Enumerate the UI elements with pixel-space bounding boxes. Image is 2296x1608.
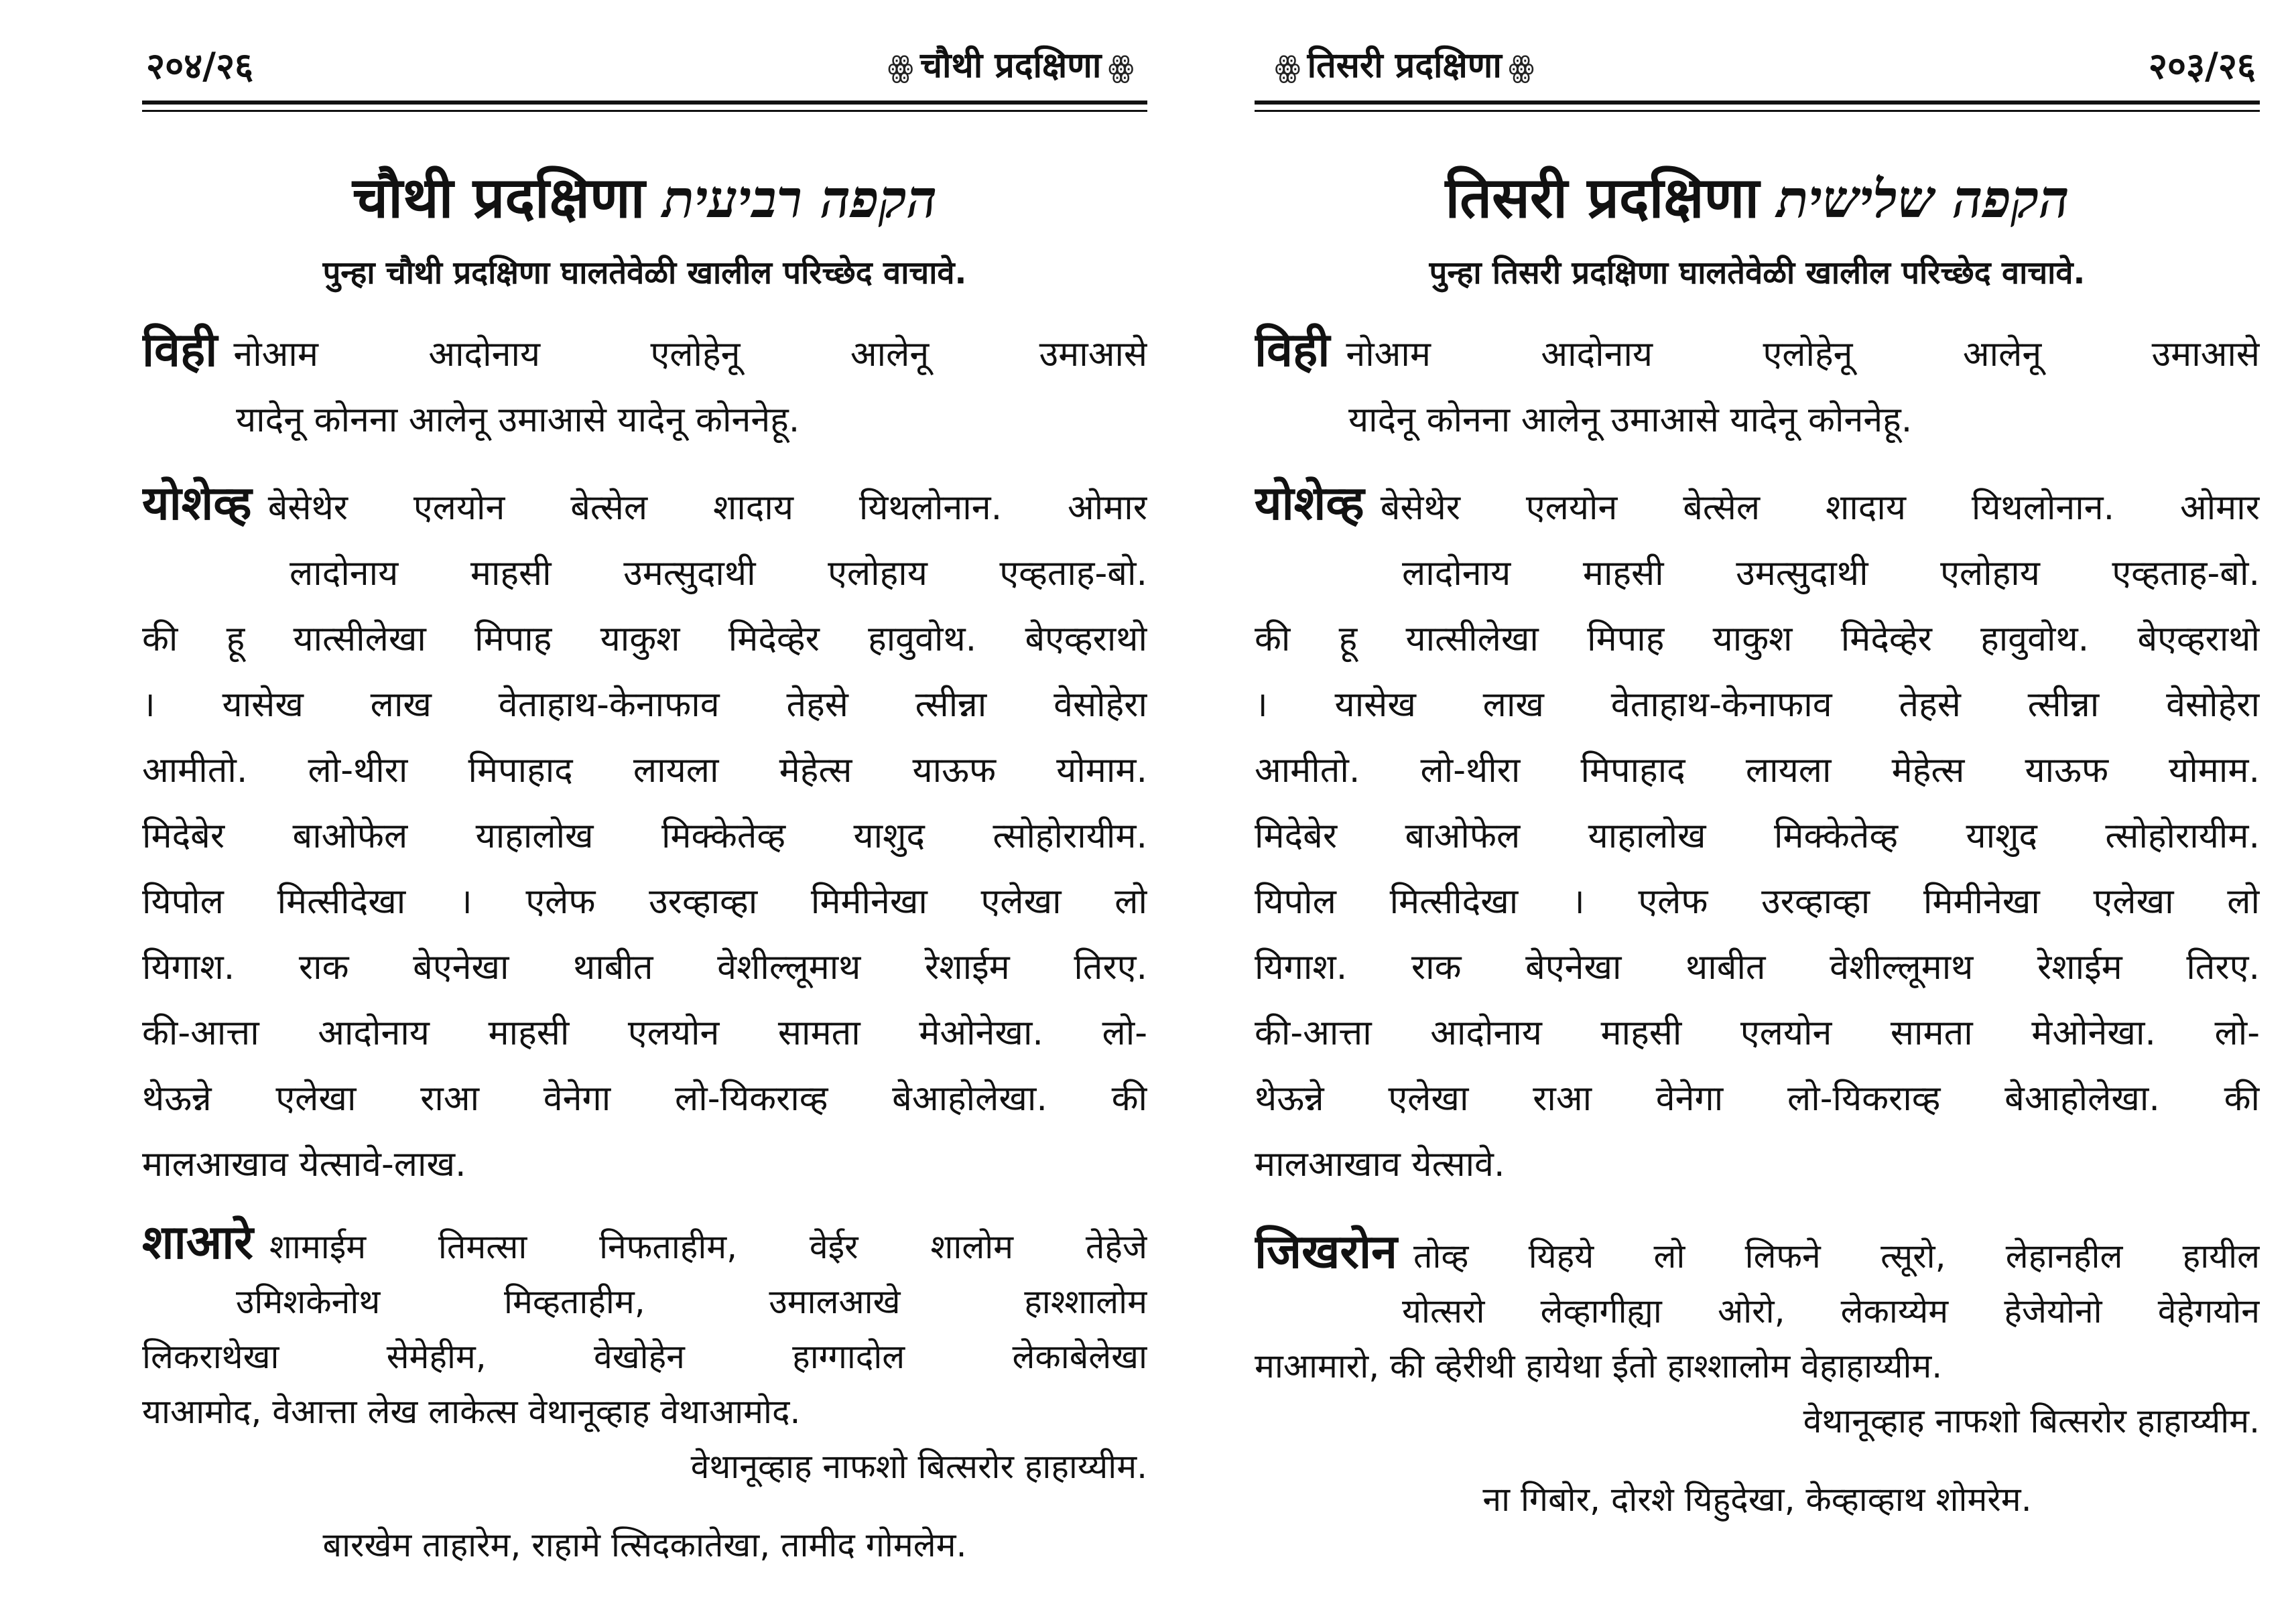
closing-line: बारखेम ताहारेम, राहामे त्सिदकातेखा, तामीद गोमलेम. (322, 1526, 967, 1564)
header-rule-thin (142, 110, 1147, 112)
running-header (142, 39, 1147, 92)
text-line: याआमोद, वेआत्ता लेख लाकेत्स वेथानूव्हाह वेथाआमोद. (142, 1392, 801, 1431)
closing-line: ना गिबोर, दोरशे यिहुदेखा, केव्हाव्हाथ शोमरेम. (1482, 1480, 2032, 1519)
text-line: लादोनाय माहसी उमत्सुदाथी एलोहाय एव्हताह-बो. (290, 553, 1147, 594)
text-line: थेऊन्ने एलेखा राआ वेनेगा लो-यिकराव्ह बेआहोलेखा. की (142, 1079, 1147, 1119)
text-line: बेसेथेर एलयोन बेत्सेल शादाय यिथलोनान. ओमार (267, 488, 1147, 528)
text-line: । यासेख लाख वेताहाथ-केनाफाव तेहसे त्सीन्ना वेसोहेरा (1255, 685, 2260, 725)
header-rule-thick (142, 100, 1147, 105)
instruction-text: पुन्हा चौथी प्रदक्षिणा घालतेवेळी खालील परिच्छेद वाचावे. (322, 255, 967, 291)
header-rule-thick (1255, 100, 2260, 105)
text-line: । यासेख लाख वेताहाथ-केनाफाव तेहसे त्सीन्ना वेसोहेरा (142, 685, 1147, 725)
paragraph-vihi (1255, 317, 2260, 453)
title-marathi: चौथी प्रदक्षिणा (352, 165, 645, 230)
text-line: थेऊन्ने एलेखा राआ वेनेगा लो-यिकराव्ह बेआहोलेखा. की (1255, 1079, 2260, 1119)
paragraph-yoshev (1255, 470, 2260, 1197)
text-line: बेसेथेर एलयोन बेत्सेल शादाय यिथलोनान. ओमार (1380, 488, 2260, 528)
text-line: वेथानूव्हाह नाफशो बित्सरोर हाहाय्यीम. (690, 1447, 1147, 1486)
text-line: शामाईम तिमत्सा निफताहीम, वेईर शालोम तेहेजे (269, 1227, 1147, 1266)
header-rule-thin (1255, 110, 2260, 112)
text-line: यादेनू कोनना आलेनू उमाआसे यादेनू कोननेहू. (1348, 400, 1913, 440)
title-hebrew: הקפה שלישית (1777, 169, 2069, 230)
text-line: मिदेबेर बाओफेल याहालोख मिक्केतेव्ह याशुद त्सोहोरायीम. (1255, 816, 2260, 856)
text-line: उमिशकेनोथ मिव्हताहीम, उमालआखे हाश्शालोम (236, 1282, 1147, 1321)
text-line: यादेनू कोनना आलेनू उमाआसे यादेनू कोननेहू. (236, 400, 800, 440)
text-line: मालआखाव येत्सावे. (1255, 1144, 1505, 1185)
ornament-icon: ꙮ (1108, 50, 1134, 84)
text-line: लादोनाय माहसी उमत्सुदाथी एलोहाय एव्हताह-बो. (1402, 553, 2260, 594)
text-line: यिपोल मित्सीदेखा । एलेफ उरव्हाव्हा मिमीनेखा एलेखा लो (142, 882, 1147, 922)
text-line: आमीतो. लो-थीरा मिपाहाद लायला मेहेत्स याऊफ योमाम. (1255, 750, 2260, 791)
text-line: मिदेबेर बाओफेल याहालोख मिक्केतेव्ह याशुद त्सोहोरायीम. (142, 816, 1147, 856)
ornament-icon: ꙮ (1275, 50, 1301, 84)
text-line: की हू यात्सीलेखा मिपाह याकुश मिदेव्हेर हावुवोथ. बेएव्हराथो (142, 619, 1147, 659)
running-header (1255, 39, 2260, 92)
page-number: २०४/२६ (146, 44, 254, 87)
instruction-text: पुन्हा तिसरी प्रदक्षिणा घालतेवेळी खालील परिच्छेद वाचावे. (1429, 255, 2086, 291)
paragraph-zikhron (1255, 1224, 2260, 1449)
text-line: मालआखाव येत्सावे-लाख. (142, 1144, 466, 1185)
paragraph-vihi (142, 317, 1147, 453)
running-title-text: चौथी प्रदक्षिणा (920, 46, 1102, 86)
section-title (1255, 154, 2260, 243)
ornament-icon: ꙮ (1508, 50, 1535, 84)
paragraph-lead-word: विही (1255, 322, 1330, 377)
page-number: २०३/२६ (2148, 44, 2256, 87)
text-line: नोआम आदोनाय एलोहेनू आलेनू उमाआसे (233, 334, 1147, 375)
text-line: योत्सरो लेव्हागीह्या ओरो, लेकाय्येम हेजेयोनो वेहेगयोन (1402, 1292, 2260, 1331)
section-title (142, 154, 1147, 243)
page-content (142, 154, 1147, 1579)
left-page (142, 0, 1147, 1608)
paragraph-yoshev (142, 470, 1147, 1197)
page-content (1255, 154, 2260, 1533)
right-page (1255, 0, 2260, 1608)
text-line: की हू यात्सीलेखा मिपाह याकुश मिदेव्हेर हावुवोथ. बेएव्हराथो (1255, 619, 2260, 659)
text-line: यिगाश. राक बेएनेखा थाबीत वेशील्लूमाथ रेशाईम तिरए. (1255, 947, 2260, 988)
ornament-icon: ꙮ (887, 50, 914, 84)
running-title-text: तिसरी प्रदक्षिणा (1307, 46, 1502, 86)
text-line: तोव्ह यिहये लो लिफने त्सूरो, लेहानहील हायील (1413, 1237, 2260, 1276)
paragraph-shaare (142, 1215, 1147, 1494)
paragraph-lead-word: योशेव्ह (1255, 476, 1364, 531)
running-title (1268, 39, 1541, 94)
paragraph-lead-word: योशेव्ह (142, 476, 252, 531)
paragraph-lead-word: विही (142, 322, 218, 377)
title-marathi: तिसरी प्रदक्षिणा (1445, 165, 1760, 230)
text-line: की-आत्ता आदोनाय माहसी एलयोन सामता मेओनेखा. लो- (142, 1013, 1147, 1053)
title-hebrew: הקפה רביעית (662, 169, 938, 230)
text-line: यिपोल मित्सीदेखा । एलेफ उरव्हाव्हा मिमीनेखा एलेखा लो (1255, 882, 2260, 922)
text-line: की-आत्ता आदोनाय माहसी एलयोन सामता मेओनेखा. लो- (1255, 1013, 2260, 1053)
text-line: आमीतो. लो-थीरा मिपाहाद लायला मेहेत्स याऊफ योमाम. (142, 750, 1147, 791)
paragraph-lead-word: जिखरोन (1255, 1224, 1397, 1279)
paragraph-lead-word: शाआरे (142, 1215, 253, 1270)
text-line: माआमारो, की व्हेरीथी हायेथा ईतो हाश्शालोम वेहाहाय्यीम. (1255, 1347, 1943, 1386)
text-line: लिकराथेखा सेमेहीम, वेखोहेन हाग्गादोल लेकाबेलेखा (142, 1337, 1147, 1376)
text-line: वेथानूव्हाह नाफशो बित्सरोर हाहाय्यीम. (1803, 1402, 2260, 1440)
text-line: नोआम आदोनाय एलोहेनू आलेनू उमाआसे (1346, 334, 2260, 375)
text-line: यिगाश. राक बेएनेखा थाबीत वेशील्लूमाथ रेशाईम तिरए. (142, 947, 1147, 988)
running-title (881, 39, 1141, 94)
